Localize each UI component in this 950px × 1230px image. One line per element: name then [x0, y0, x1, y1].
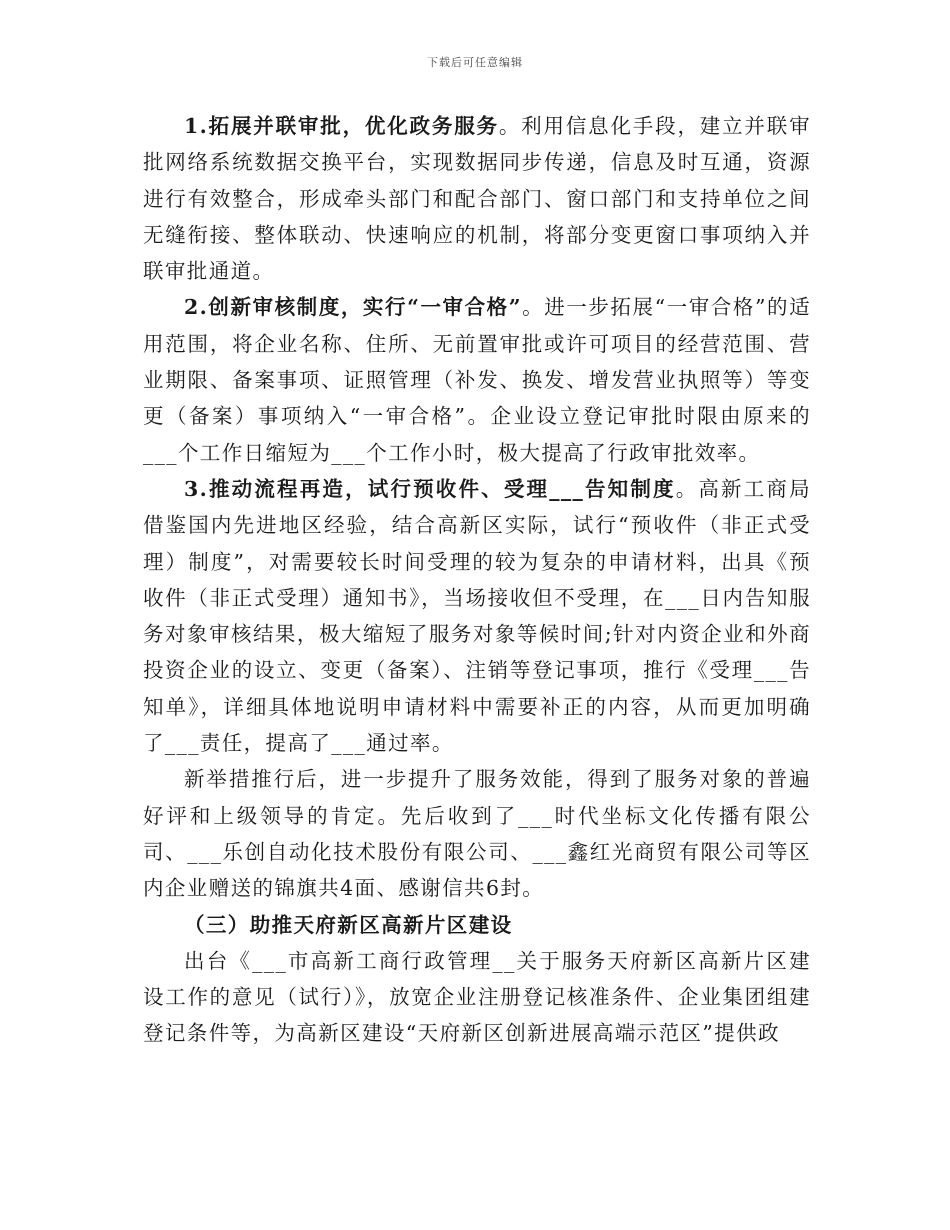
- paragraph-3-body: 。高新工商局借鉴国内先进地区经验，结合高新区实际，试行“预收件（非正式受理）制度”，对需要较长时间受理的较为复杂的申请材料，出具《预收件（非正式受理）通知书》，当场接收但不受理，在___日内告知服务对象审核结果，极大缩短了服务对象等候时间;针对内资企业和外商投资企业的设立、变更（备案）、注销等登记事项，推行《受理___告知单》，详细具体地说明申请材料中需要补正的内容，从而更加明确了___责任，提高了___通过率。: [143, 476, 811, 756]
- paragraph-3: [143, 471, 811, 761]
- paragraph-2-lead: 2.创新审核制度，实行“一审合格”: [184, 295, 522, 320]
- paragraph-4-body: 新举措推行后，进一步提升了服务效能，得到了服务对象的普遍好评和上级领导的肯定。先后收到了___时代坐标文化传播有限公司、___乐创自动化技术股份有限公司、___鑫红光商贸有限公司等区内企业赠送的锦旗共4面、感谢信共6封。: [143, 767, 811, 901]
- paragraph-3-lead: 3.推动流程再造，试行预收件、受理___告知制度: [184, 476, 676, 501]
- paragraph-2: [143, 289, 811, 470]
- paragraph-1-body: 。利用信息化手段，建立并联审批网络系统数据交换平台，实现数据同步传递，信息及时互通，资源进行有效整合，形成牵头部门和配合部门、窗口部门和支持单位之间无缝衔接、整体联动、快速响应的机制，将部分变更窗口事项纳入并联审批通道。: [143, 114, 811, 284]
- section-heading: （三）助推天府新区高新片区建设: [184, 912, 513, 937]
- paragraph-2-body: 。进一步拓展“一审合格”的适用范围，将企业名称、住所、无前置审批或许可项目的经营范围、营业期限、备案事项、证照管理（补发、换发、增发营业执照等）等变更（备案）事项纳入“一审合格”。企业设立登记审批时限由原来的___个工作日缩短为___个工作小时，极大提高了行政审批效率。: [143, 295, 811, 465]
- paragraph-1: [143, 108, 811, 289]
- page-header: 下载后可任意编辑: [427, 56, 523, 69]
- paragraph-1-lead: 1.拓展并联审批，优化政务服务: [184, 114, 499, 138]
- paragraph-4: [143, 761, 811, 906]
- paragraph-5: 出台《___市高新工商行政管理__关于服务天府新区高新片区建设工作的意见（试行）》，放宽企业注册登记核准条件、企业集团组建登记条件等，为高新区建设“天府新区创新进展高端示范区”提供政: [143, 948, 811, 1046]
- document-body: [143, 108, 811, 1052]
